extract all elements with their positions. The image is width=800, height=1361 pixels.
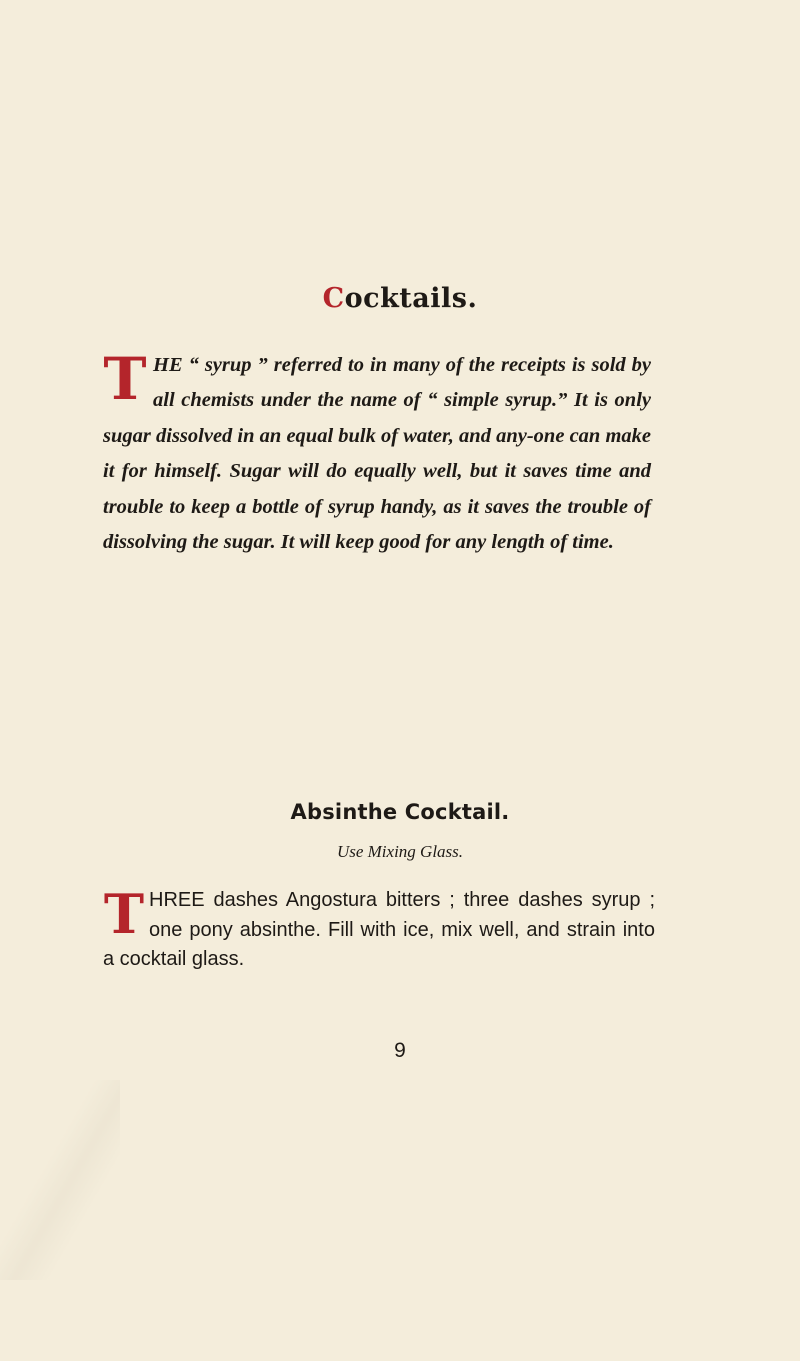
page-header — [0, 283, 800, 314]
recipe-instructions — [103, 882, 655, 975]
intro-paragraph — [103, 345, 651, 560]
intro-text: HE “ syrup ” referred to in many of the receipts is sold by all chemists under the name of “ simple syrup.” It is only sugar dissolved in an equal bulk of water, and any-one can make it for himself. Sugar will do equally well, but it saves time and trouble to keep a bottle of syrup handy, as it saves the trouble of dissolving the sugar. It will keep good for any length of time. — [103, 354, 651, 554]
recipe-text: HREE dashes Angostura bitters ; three dashes syrup ; one pony absinthe. Fill with ice, mix well, and strain into a cocktail glass. — [103, 889, 655, 970]
recipe-dropcap: T — [103, 882, 145, 946]
header-title: ocktails. — [344, 283, 478, 314]
header-initial: C — [322, 283, 345, 314]
paper-crease — [0, 1080, 120, 1280]
page-number: 9 — [394, 1039, 406, 1062]
recipe-title: Absinthe Cocktail. — [290, 800, 510, 824]
recipe-subtitle: Use Mixing Glass. — [336, 842, 464, 861]
intro-dropcap: T — [103, 345, 147, 413]
